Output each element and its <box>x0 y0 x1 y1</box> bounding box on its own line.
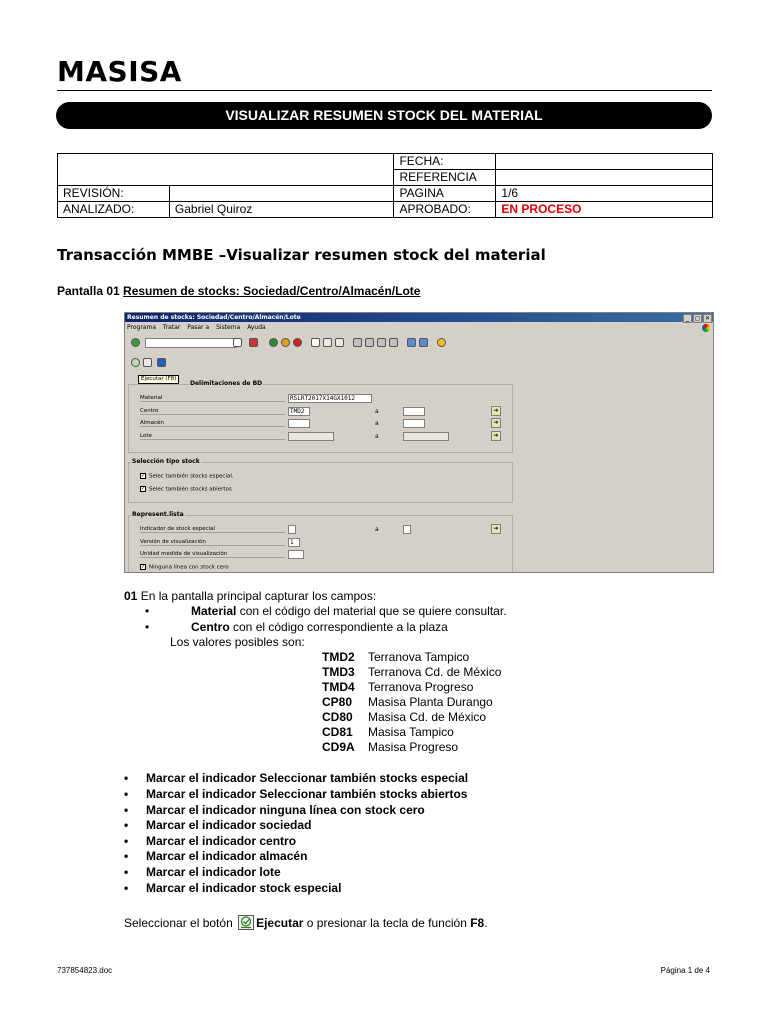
bullet-dot: • <box>145 604 150 618</box>
sap-window-buttons <box>682 314 712 323</box>
footer-page-number: Página 1 de 4 <box>660 966 710 975</box>
bullet-dot: • <box>124 771 129 785</box>
bullet-dot: • <box>145 620 150 634</box>
almacen-multiple-selection-button[interactable]: ➔ <box>491 418 501 428</box>
checkbox-ninguna-linea-mark[interactable]: ✓ <box>141 564 146 570</box>
centro-to-label: a <box>375 408 379 415</box>
group-db-title: Delimitaciones de BD <box>190 380 263 387</box>
value-name: Terranova Tampico <box>368 650 470 664</box>
centro-to-input[interactable] <box>403 407 425 416</box>
value-code: CP80 <box>322 695 353 709</box>
field-label-version: Versión de visualización <box>140 539 285 546</box>
minimize-icon[interactable]: _ <box>683 314 692 323</box>
value-name: Masisa Progreso <box>368 740 459 754</box>
help-icon[interactable] <box>437 338 446 347</box>
value-name: Masisa Planta Durango <box>368 695 493 709</box>
bullet-centro-text: con el código correspondiente a la plaza <box>229 620 448 634</box>
final-after: . <box>484 916 488 930</box>
version-input[interactable]: 1 <box>288 538 300 547</box>
bullet-material-text: con el código del material que se quiere consultar. <box>236 604 507 618</box>
unidad-medida-input[interactable] <box>288 550 304 559</box>
first-page-icon[interactable] <box>353 338 362 347</box>
value-row <box>322 665 501 680</box>
indicador-stock-especial-to-input[interactable] <box>403 525 411 534</box>
revision-value <box>169 186 394 202</box>
checkbox-stocks-abiertos-label: Selec también stocks abiertos <box>149 486 232 493</box>
analizado-label: ANALIZADO: <box>58 202 170 218</box>
value-row <box>322 740 458 755</box>
pagina-value: 1/6 <box>496 186 713 202</box>
marcar-item-text: Marcar el indicador sociedad <box>146 818 312 832</box>
almacen-to-label: a <box>375 420 379 427</box>
group-stock-type <box>128 458 513 503</box>
value-name: Masisa Tampico <box>368 725 454 739</box>
indicador-stock-especial-from-input[interactable] <box>288 525 296 534</box>
checkbox-ninguna-linea-label: Ninguna línea con stock cero <box>149 564 229 571</box>
step-intro <box>124 589 376 604</box>
centro-multiple-selection-button[interactable]: ➔ <box>491 406 501 416</box>
field-label-indicador-stock-especial: Indicador de stock especial <box>140 526 285 533</box>
value-row <box>322 680 473 695</box>
print-icon[interactable] <box>311 338 320 347</box>
shortcut-icon[interactable] <box>419 338 428 347</box>
value-name: Terranova Progreso <box>368 680 474 694</box>
screen-name: Resumen de stocks: Sociedad/Centro/Almacén/Lote <box>123 284 421 298</box>
execute-icon[interactable] <box>131 358 140 367</box>
value-code: TMD3 <box>322 665 355 679</box>
aprobado-label: APROBADO: <box>394 202 496 218</box>
bullet-material-bold: Material <box>191 604 237 618</box>
dropdown-icon[interactable] <box>233 338 242 347</box>
variant-icon[interactable] <box>143 358 152 367</box>
sap-window-title-text: Resumen de stocks: Sociedad/Centro/Almacén/Lote <box>127 314 301 321</box>
value-code: CD80 <box>322 710 353 724</box>
marcar-item-text: Marcar el indicador ninguna línea con stock cero <box>146 803 425 817</box>
step-number: 01 <box>124 589 138 603</box>
menu-pasar-a[interactable]: Pasar a <box>187 324 210 331</box>
group-list-display <box>128 511 513 573</box>
value-row <box>322 650 469 665</box>
new-session-icon[interactable] <box>407 338 416 347</box>
marcar-item-text: Marcar el indicador centro <box>146 834 297 848</box>
value-code: TMD2 <box>322 650 355 664</box>
maximize-icon[interactable]: ▢ <box>694 315 701 322</box>
company-logo: MASISA <box>57 55 182 88</box>
almacen-from-input[interactable] <box>288 419 310 428</box>
checkbox-stocks-abiertos[interactable] <box>140 486 232 493</box>
menu-tratar[interactable]: Tratar <box>162 324 181 331</box>
bullet-centro <box>145 620 448 635</box>
group-list-display-title: Represent.lista <box>132 511 184 518</box>
lote-to-input[interactable] <box>403 432 449 441</box>
footer-filename: 737854823.doc <box>57 966 113 975</box>
bullet-dot: • <box>124 803 129 817</box>
fecha-label: FECHA: <box>394 154 496 170</box>
next-page-icon[interactable] <box>377 338 386 347</box>
lote-to-label: a <box>375 433 379 440</box>
field-label-almacen: Almacén <box>140 420 285 427</box>
section-title: Transacción MMBE –Visualizar resumen stock del material <box>57 246 546 264</box>
menu-ayuda[interactable]: Ayuda <box>247 324 266 331</box>
info-icon[interactable] <box>157 358 166 367</box>
last-page-icon[interactable] <box>389 338 398 347</box>
checkbox-stocks-especial-mark[interactable]: ✓ <box>141 473 146 479</box>
step-intro-text: En la pantalla principal capturar los campos: <box>140 589 377 603</box>
field-label-material: Material <box>140 395 285 402</box>
document-title-banner: VISUALIZAR RESUMEN STOCK DEL MATERIAL <box>56 102 712 129</box>
marcar-item <box>124 787 467 802</box>
marcar-item-text: Marcar el indicador Seleccionar también stocks abiertos <box>146 787 468 801</box>
execute-icon <box>238 915 254 930</box>
field-label-unidad-medida: Unidad medida de visualización <box>140 551 285 558</box>
group-db-delimitations <box>128 380 513 453</box>
value-code: TMD4 <box>322 680 355 694</box>
header-divider <box>57 90 712 91</box>
close-icon[interactable]: ✕ <box>704 315 711 322</box>
final-f8: F8 <box>470 916 485 930</box>
marcar-item <box>124 849 307 864</box>
final-ejecutar: Ejecutar <box>256 916 304 930</box>
bullet-dot: • <box>124 818 129 832</box>
pagina-label: PAGINA <box>394 186 496 202</box>
final-middle: o presionar la tecla de función <box>303 916 471 930</box>
checkbox-stocks-especial[interactable] <box>140 473 234 480</box>
find-next-icon[interactable] <box>335 338 344 347</box>
cancel-icon[interactable] <box>293 338 302 347</box>
value-row <box>322 725 454 740</box>
enter-icon[interactable] <box>131 338 140 347</box>
referencia-value <box>496 170 713 186</box>
marcar-item <box>124 881 341 896</box>
menu-sistema[interactable]: Sistema <box>216 324 241 331</box>
marcar-item-text: Marcar el indicador almacén <box>146 849 308 863</box>
sap-window-title <box>125 313 713 322</box>
sap-menu-bar <box>127 324 271 331</box>
screen-number: Pantalla 01 <box>57 284 120 298</box>
save-icon[interactable] <box>249 338 258 347</box>
field-label-centro: Centro <box>140 408 285 415</box>
value-code: CD9A <box>322 740 355 754</box>
marcar-item <box>124 818 311 833</box>
checkbox-stocks-abiertos-mark[interactable]: ✓ <box>141 486 146 492</box>
sap-screenshot <box>124 312 714 573</box>
sap-status-icon <box>702 324 710 332</box>
lote-multiple-selection-button[interactable]: ➔ <box>491 431 501 441</box>
field-label-lote: Lote <box>140 433 285 440</box>
value-name: Terranova Cd. de México <box>368 665 502 679</box>
almacen-to-input[interactable] <box>403 419 425 428</box>
marcar-item-text: Marcar el indicador stock especial <box>146 881 342 895</box>
indicador-stock-especial-to-label: a <box>375 526 379 533</box>
value-row <box>322 695 493 710</box>
marcar-item <box>124 771 468 786</box>
document-info-table <box>57 153 713 218</box>
value-row <box>322 710 486 725</box>
exit-icon[interactable] <box>281 338 290 347</box>
value-name: Masisa Cd. de México <box>368 710 487 724</box>
fecha-value <box>496 154 713 170</box>
bullet-dot: • <box>124 787 129 801</box>
indicador-multiple-selection-button[interactable]: ➔ <box>491 524 501 534</box>
group-stock-type-title: Selección tipo stock <box>132 458 200 465</box>
checkbox-stocks-especial-label: Selec también stocks especial. <box>149 473 234 480</box>
back-icon[interactable] <box>269 338 278 347</box>
execute-tooltip: Ejecutar (F8) <box>138 375 179 384</box>
bullet-dot: • <box>124 849 129 863</box>
centro-from-input[interactable]: TMD2 <box>288 407 310 416</box>
marcar-item-text: Marcar el indicador Seleccionar también stocks especial <box>146 771 469 785</box>
marcar-item <box>124 865 281 880</box>
previous-page-icon[interactable] <box>365 338 374 347</box>
final-instruction <box>124 915 488 930</box>
value-code: CD81 <box>322 725 353 739</box>
sap-standard-toolbar <box>127 336 711 350</box>
find-icon[interactable] <box>323 338 332 347</box>
material-input[interactable]: RSLRT2017X14GX1012 <box>288 394 372 403</box>
marcar-item <box>124 803 425 818</box>
menu-programa[interactable]: Programa <box>127 324 156 331</box>
info-blank-cell <box>58 154 394 186</box>
marcar-item <box>124 834 296 849</box>
marcar-item-text: Marcar el indicador lote <box>146 865 281 879</box>
final-before: Seleccionar el botón <box>124 916 237 930</box>
referencia-label: REFERENCIA <box>394 170 496 186</box>
revision-label: REVISIÓN: <box>58 186 170 202</box>
aprobado-value: EN PROCESO <box>496 202 713 218</box>
analizado-value: Gabriel Quiroz <box>169 202 394 218</box>
bullet-dot: • <box>124 881 129 895</box>
values-intro: Los valores posibles son: <box>170 635 305 649</box>
bullet-dot: • <box>124 834 129 848</box>
command-field[interactable] <box>145 338 237 348</box>
checkbox-ninguna-linea-stock-cero[interactable] <box>140 564 229 571</box>
bullet-centro-bold: Centro <box>191 620 230 634</box>
bullet-material <box>145 604 507 619</box>
bullet-dot: • <box>124 865 129 879</box>
screen-caption <box>57 284 420 298</box>
lote-from-input[interactable] <box>288 432 334 441</box>
